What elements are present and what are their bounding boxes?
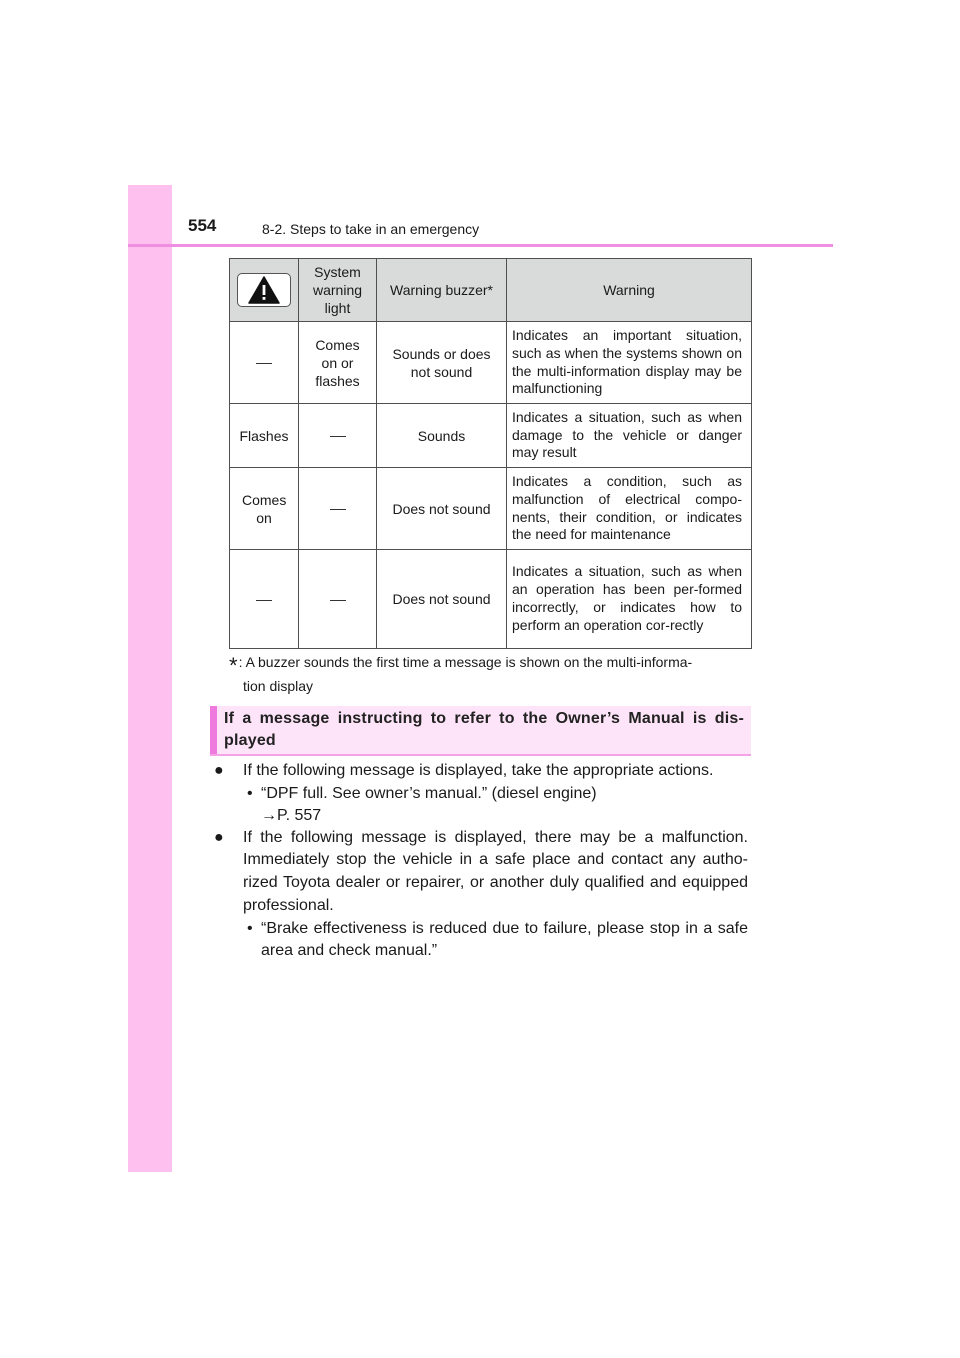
row4-icon-cell	[230, 550, 299, 649]
dash-mark	[330, 600, 346, 601]
body-text	[214, 760, 748, 962]
row4-light	[299, 550, 377, 649]
dash-mark	[256, 600, 272, 601]
row3-buzzer: Does not sound	[377, 468, 507, 550]
row3-light	[299, 468, 377, 550]
item2-sub-text: “Brake effectiveness is reduced due to failure, please stop in a safe area and check manual.”	[261, 919, 748, 959]
side-color-bar	[128, 185, 172, 1172]
sub-bullet-icon: •	[247, 784, 253, 802]
table-row	[230, 468, 752, 550]
row1-icon-cell	[230, 322, 299, 404]
table-row	[230, 404, 752, 468]
row4-warning: Indicates a situation, such as when an operation has been per-formed incorrectly, or indicates how to perform an operation cor-rectly	[507, 550, 752, 649]
footnote-line-2: tion display	[243, 678, 314, 694]
table-header-row	[230, 259, 752, 322]
sub-bullet-icon: •	[247, 919, 253, 937]
row1-light: Comes on or flashes	[299, 322, 377, 404]
subheading-accent	[210, 706, 217, 754]
item2-text: If the following message is displayed, there may be a malfunction. Immediately stop the vehicle in a safe place and contact any autho-rized Toyota dealer or repairer, or another duly qualified and equipped professional.	[243, 828, 748, 914]
item1-text: If the following message is displayed, take the appropriate actions.	[243, 762, 714, 779]
header-system-warning-light: System warning light	[299, 259, 377, 322]
dash-mark	[256, 363, 272, 364]
row2-buzzer: Sounds	[377, 404, 507, 468]
warning-triangle-icon	[237, 273, 291, 307]
row3-icon-cell: Comes on	[230, 468, 299, 550]
dash-mark	[330, 509, 346, 510]
header-warning: Warning	[507, 259, 752, 322]
footnote-line-1: : A buzzer sounds the first time a message is shown on the multi-informa-	[238, 654, 693, 670]
row1-warning: Indicates an important situation, such as when the systems shown on the multi-information display may be malfunctioning	[507, 322, 752, 404]
subheading-text: If a message instructing to refer to the Owner’s Manual is dis-played	[224, 710, 744, 749]
subheading-box	[210, 706, 751, 756]
row2-light	[299, 404, 377, 468]
item1-sub-text: “DPF full. See owner’s manual.” (diesel engine)	[261, 784, 597, 802]
list-item	[214, 760, 748, 783]
page-number: 554	[188, 216, 217, 235]
sub-list-item	[214, 783, 748, 805]
row2-warning: Indicates a situation, such as when damage to the vehicle or danger may result	[507, 404, 752, 468]
page-reference: →P. 557	[261, 806, 322, 824]
header-icon-cell	[230, 259, 299, 322]
warning-table	[229, 258, 752, 649]
row2-icon-cell: Flashes	[230, 404, 299, 468]
table-row	[230, 550, 752, 649]
row4-buzzer: Does not sound	[377, 550, 507, 649]
table-row	[230, 322, 752, 404]
row3-warning: Indicates a condition, such as malfunction of electrical compo-nents, their condition, or indicates the need for maintenance	[507, 468, 752, 550]
list-item	[214, 827, 748, 918]
header-rule	[128, 244, 833, 247]
bullet-icon: ●	[214, 828, 224, 846]
dash-mark	[330, 436, 346, 437]
section-title: 8-2. Steps to take in an emergency	[262, 221, 480, 237]
sub-list-item	[214, 918, 748, 962]
table-footnote	[229, 652, 749, 696]
row1-buzzer: Sounds or does not sound	[377, 322, 507, 404]
bullet-icon: ●	[214, 762, 224, 779]
footnote-mark: *	[229, 653, 238, 678]
header-warning-buzzer: Warning buzzer*	[377, 259, 507, 322]
